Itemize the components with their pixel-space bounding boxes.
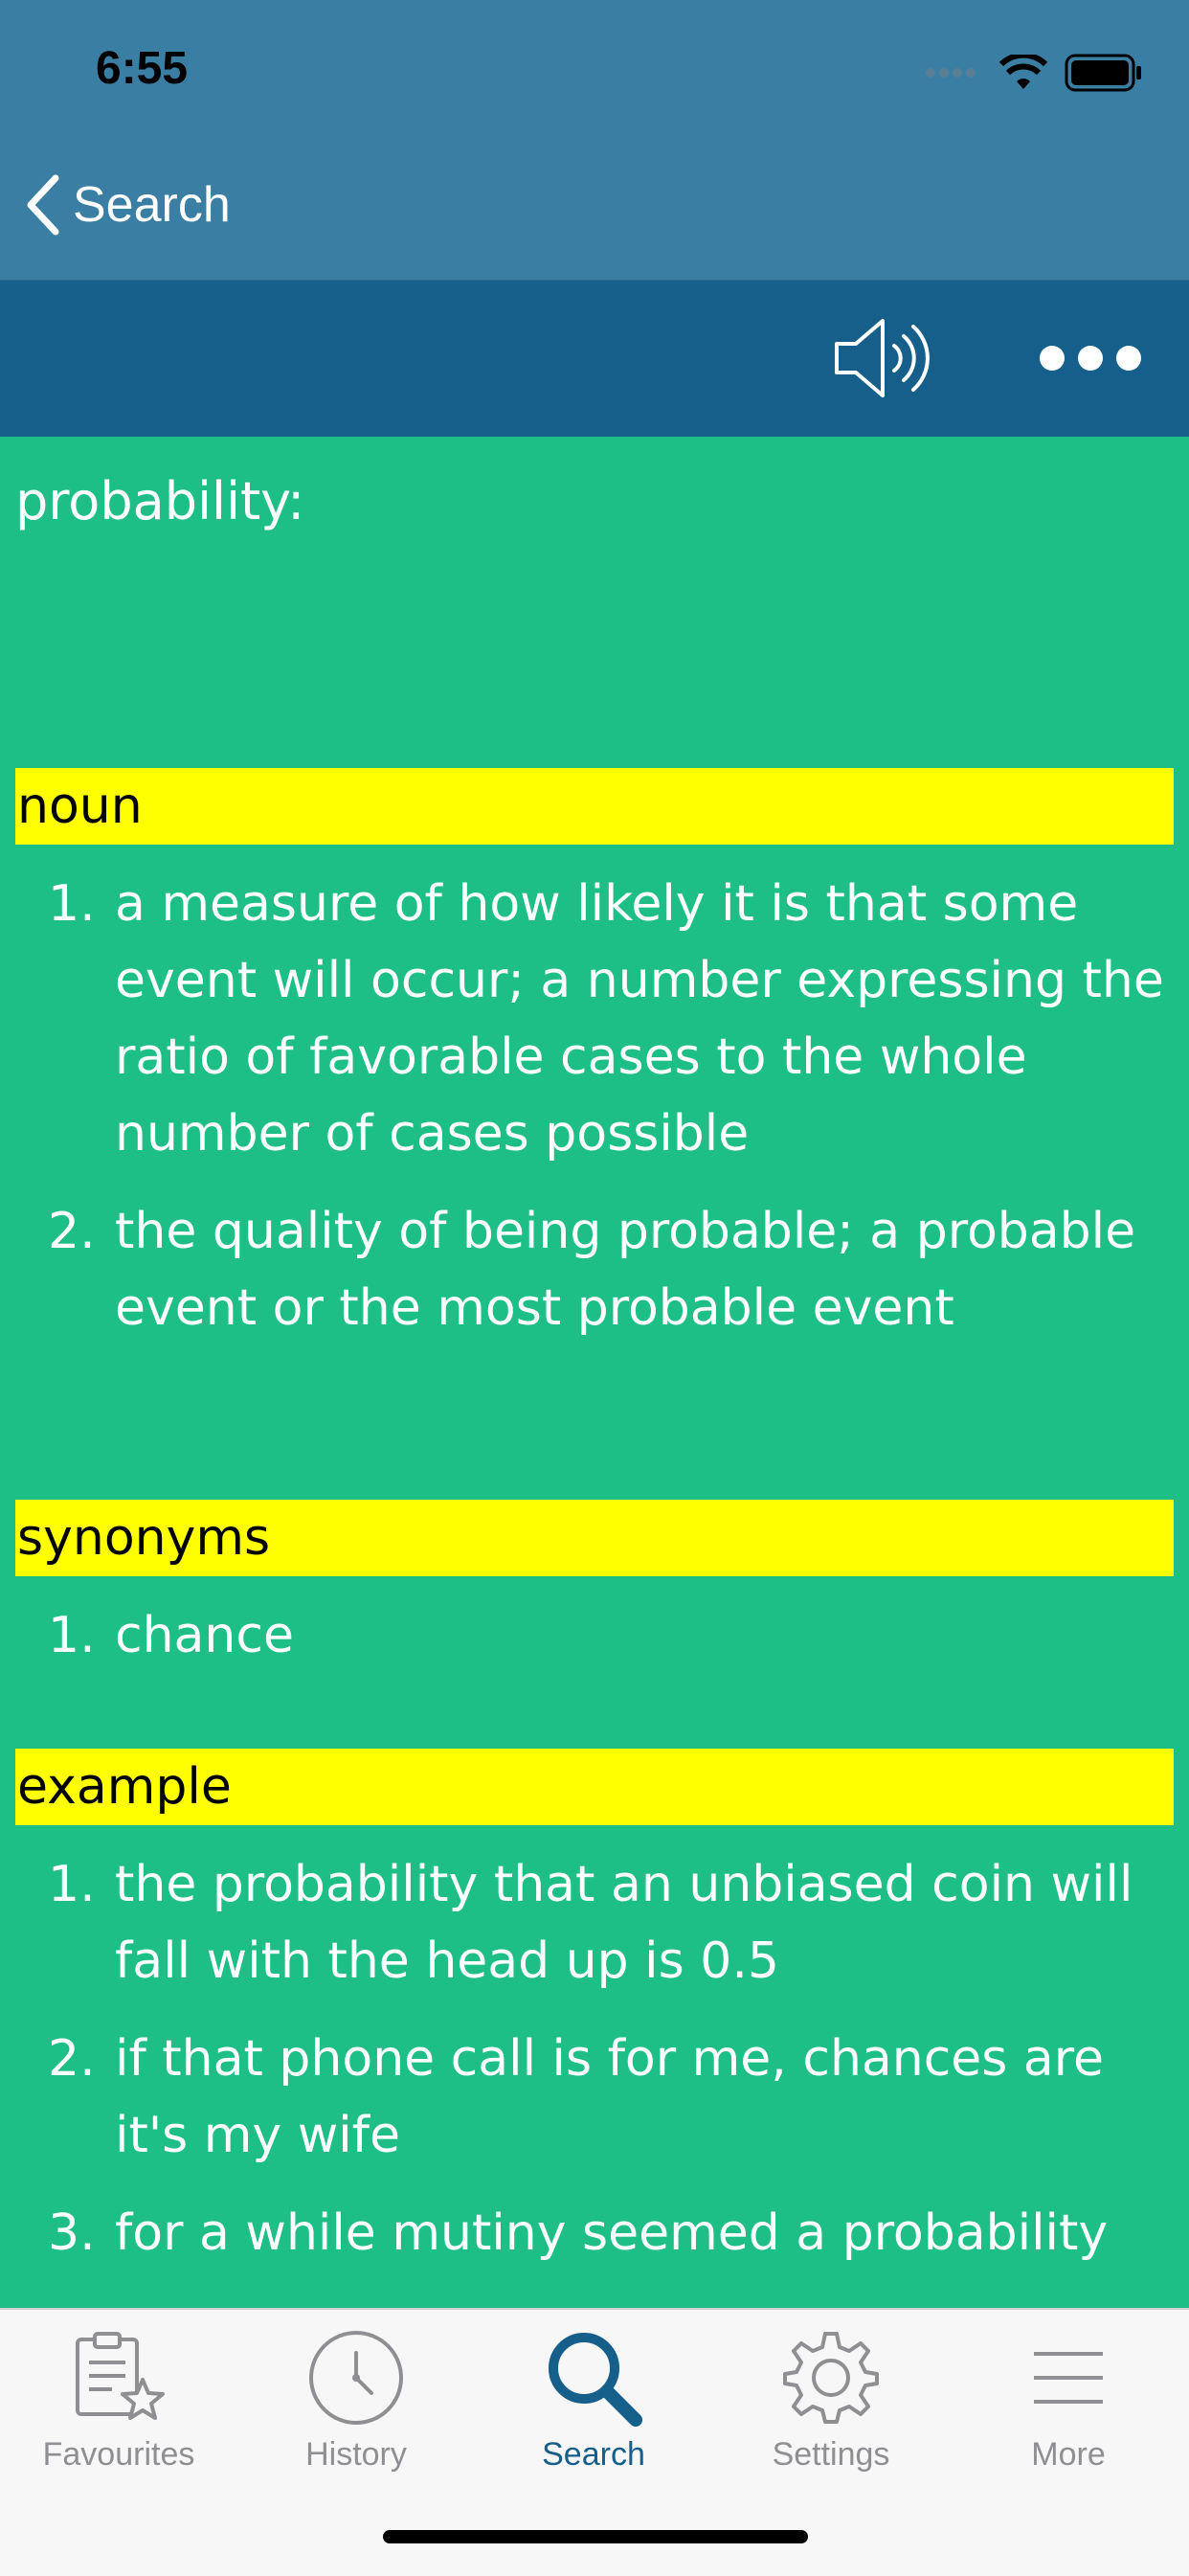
tab-label: Search	[542, 2436, 645, 2473]
favourites-icon	[66, 2330, 171, 2426]
more-dot	[1078, 346, 1103, 371]
noun-definitions	[48, 866, 1178, 1367]
tab-label: More	[1031, 2436, 1106, 2473]
tab-search[interactable]	[475, 2325, 712, 2474]
home-indicator	[383, 2530, 808, 2543]
speaker-button[interactable]	[829, 315, 934, 405]
status-icons	[925, 54, 1143, 92]
synonyms-list	[48, 1597, 1178, 1695]
tab-label: History	[305, 2436, 407, 2473]
more-button[interactable]	[1040, 346, 1141, 371]
synonyms-header: synonyms	[15, 1500, 1174, 1576]
back-button-label: Search	[73, 177, 231, 233]
status-bar	[0, 0, 1189, 144]
more-dot	[1116, 346, 1141, 371]
status-time: 6:55	[96, 43, 189, 94]
navigation-bar	[0, 144, 1189, 282]
wifi-icon	[999, 55, 1047, 91]
clock-icon	[306, 2328, 406, 2428]
definition-content[interactable]	[0, 437, 1189, 2308]
more-dot	[1040, 346, 1065, 371]
list-item: 1. the probability that an unbiased coin will fall with the head up is 0.5	[48, 1856, 1133, 1990]
list-item: 3. for a while mutiny seemed a probability	[48, 2204, 1109, 2262]
tab-settings[interactable]	[712, 2325, 950, 2474]
list-item: 1. a measure of how likely it is that some event will occur; a number expressing the ratio of favorable cases to the whole number of cases possible	[48, 875, 1164, 1163]
tab-more[interactable]	[950, 2325, 1187, 2474]
tab-favourites[interactable]	[0, 2325, 237, 2474]
list-item: 2. the quality of being probable; a probable event or the most probable event	[48, 1203, 1136, 1337]
tab-label: Settings	[772, 2436, 890, 2473]
speaker-icon	[829, 315, 934, 401]
word-title: probability:	[15, 471, 305, 531]
search-icon	[544, 2328, 643, 2428]
list-item: 2. if that phone call is for me, chances are it's my wife	[48, 2030, 1105, 2164]
list-item: 1. chance	[48, 1607, 294, 1664]
example-header: example	[15, 1749, 1174, 1825]
chevron-left-icon	[25, 174, 59, 236]
toolbar	[0, 281, 1189, 437]
tab-history[interactable]	[237, 2325, 475, 2474]
signal-icon	[925, 66, 982, 79]
gear-icon	[781, 2328, 881, 2428]
battery-icon	[1065, 54, 1143, 92]
noun-header: noun	[15, 768, 1174, 845]
menu-icon	[1030, 2344, 1107, 2411]
tab-label: Favourites	[42, 2436, 195, 2473]
examples-list	[48, 1846, 1178, 2293]
back-button[interactable]	[25, 174, 231, 236]
